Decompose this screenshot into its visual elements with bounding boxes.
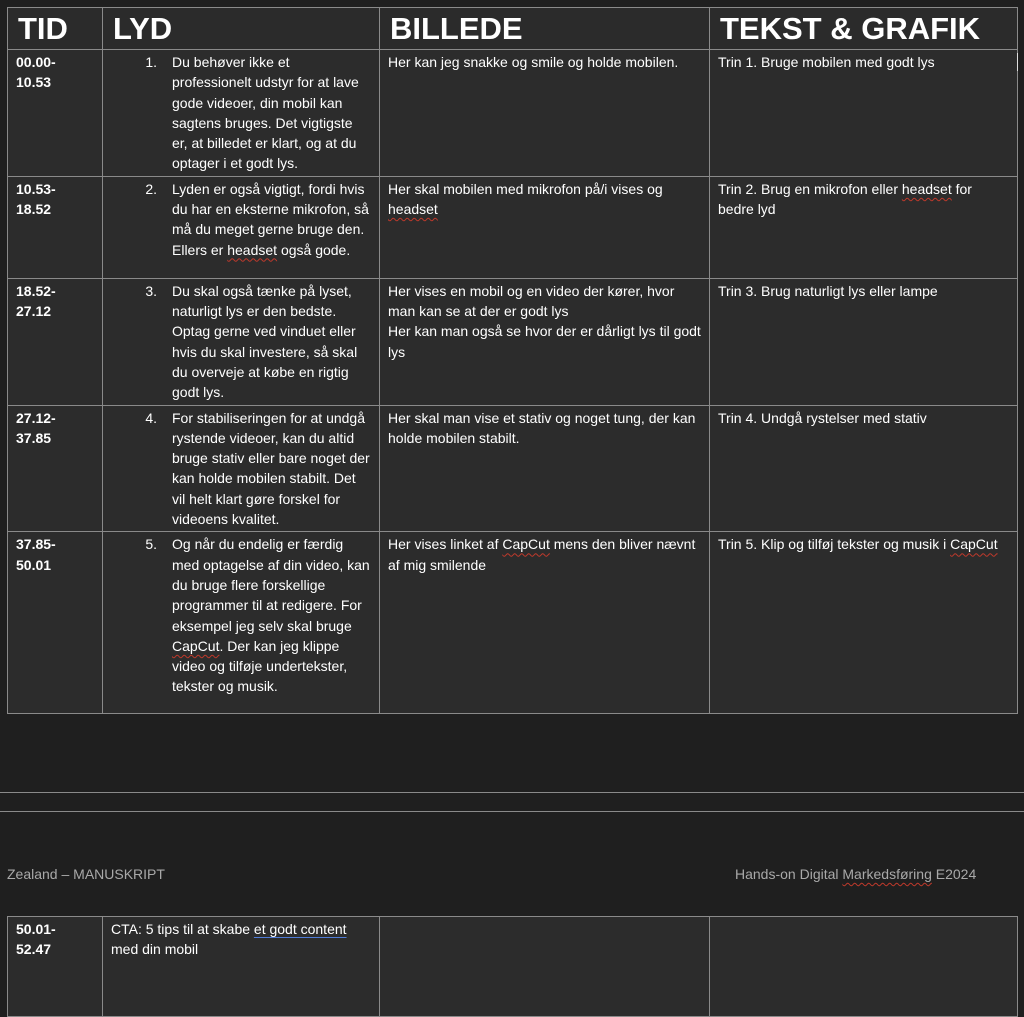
text-run: Du skal også tænke på lyset, naturligt lys er den bedste. Optag gerne ved vinduet eller hvis du skal investere, så skal du overveje at købe en rigtig godt lys. — [172, 282, 358, 401]
spell-flagged-word: et godt content — [253, 921, 347, 937]
cell-lyd — [103, 532, 380, 714]
text-run: med din mobil — [111, 941, 199, 958]
cell-tekst-grafik — [710, 278, 1018, 405]
item-text — [172, 534, 371, 696]
footer-right-term: E2024 — [931, 866, 977, 882]
footer-left: Zealand – MANUSKRIPT — [7, 866, 165, 882]
text-run: Her skal mobilen med mikrofon på/i vises og — [388, 180, 663, 197]
page-break-line-bottom — [0, 811, 1024, 812]
item-text — [172, 281, 371, 403]
table-row — [8, 278, 1018, 405]
text-run: Trin 5. Klip og tilføj tekster og musik i — [718, 536, 951, 553]
numbered-item — [111, 179, 371, 260]
script-table — [7, 7, 1018, 714]
table-row — [8, 176, 1018, 278]
cell-lyd — [103, 405, 380, 532]
item-number: 1. — [145, 54, 157, 70]
cell-lyd — [103, 50, 380, 177]
text-run: Her kan jeg snakke og smile og holde mobilen. — [388, 54, 679, 70]
header-billede: BILLEDE — [380, 8, 710, 50]
cta-row — [8, 917, 1018, 1017]
item-text — [172, 179, 371, 260]
text-run: også gode. — [277, 241, 351, 258]
item-number: 5. — [145, 536, 157, 553]
text-cursor — [1017, 53, 1018, 71]
cell-tekst-grafik — [710, 532, 1018, 714]
spell-flagged-word: headset — [901, 180, 952, 197]
cta-lyd — [103, 917, 380, 1017]
cell-lyd — [103, 278, 380, 405]
text-run: Her kan man også se hvor der er dårligt lys til godt lys — [388, 323, 701, 360]
spell-flagged-word: headset — [388, 201, 438, 218]
spell-flagged-word: CapCut — [502, 536, 550, 553]
text-run: Her skal man vise et stativ og noget tung, der kan holde mobilen stabilt. — [388, 409, 696, 446]
item-number: 2. — [145, 180, 157, 197]
text-run: For stabiliseringen for at undgå rystende videoer, kan du altid bruge stativ eller bare noget der kan holde mobilen stabilt. Det vil helt klart gøre forskel for videoens kvalitet. — [172, 409, 370, 528]
cell-tid: 18.52- 27.12 — [8, 278, 103, 405]
cta-table — [7, 916, 1018, 1017]
numbered-item — [111, 52, 371, 174]
cell-billede — [380, 405, 710, 532]
cell-tid: 27.12- 37.85 — [8, 405, 103, 532]
header-tekst-grafik: TEKST & GRAFIK — [710, 8, 1018, 50]
text-run: Her vises en mobil og en video der kører, hvor man kan se at der er godt lys — [388, 282, 675, 320]
text-run: Trin 4. Undgå rystelser med stativ — [718, 409, 927, 426]
page-break-line-top — [0, 792, 1024, 793]
cta-tid: 50.01- 52.47 — [8, 917, 103, 1017]
spell-flagged-word: headset — [227, 241, 278, 258]
item-text — [172, 52, 371, 174]
text-run: for bedre lyd — [718, 180, 972, 218]
footer-right-flagged-word: Markedsføring — [842, 866, 932, 882]
text-run: Du behøver ikke et professionelt udstyr for at lave gode videoer, din mobil kan sagtens bruges. Det vigtigste er, at billedet er klart, og at du optager i et godt lys. — [172, 54, 359, 172]
cell-tid: 10.53- 18.52 — [8, 176, 103, 278]
text-run: Og når du endelig er færdig med optagelse af din video, kan du bruge flere forskellige programmer til at redigere. For eksempel jeg selv skal bruge — [172, 536, 370, 634]
numbered-item — [111, 281, 371, 403]
table-row — [8, 50, 1018, 177]
cta-tekst — [710, 917, 1018, 1017]
text-run: . Der kan jeg klippe video og tilføje undertekster, tekster og musik. — [172, 637, 348, 695]
spell-flagged-word: CapCut — [172, 637, 220, 654]
cta-billede — [380, 917, 710, 1017]
item-number: 3. — [145, 282, 157, 299]
spell-flagged-word: CapCut — [950, 536, 998, 553]
text-run: Trin 2. Brug en mikrofon eller — [718, 180, 902, 197]
numbered-item — [111, 534, 371, 696]
header-lyd: LYD — [103, 8, 380, 50]
cell-tid: 00.00- 10.53 — [8, 50, 103, 177]
text-run: Her vises linket af — [388, 536, 503, 553]
table-row — [8, 405, 1018, 532]
item-text — [172, 408, 371, 530]
text-run: Trin 3. Brug naturligt lys eller lampe — [718, 282, 938, 299]
header-row — [8, 8, 1018, 50]
item-number: 4. — [145, 409, 157, 426]
cell-tekst-grafik — [710, 176, 1018, 278]
text-run: Trin 1. Bruge mobilen med godt lys — [718, 54, 935, 70]
text-run: Lyden er også vigtigt, fordi hvis du har en eksterne mikrofon, så må du meget gerne bruge den. Ellers er — [172, 180, 369, 258]
cell-tekst-grafik — [710, 405, 1018, 532]
cell-lyd — [103, 176, 380, 278]
cell-billede — [380, 532, 710, 714]
table-row — [8, 532, 1018, 714]
text-run: CTA: 5 tips til at skabe — [111, 921, 254, 937]
cell-billede — [380, 176, 710, 278]
cell-tid: 37.85- 50.01 — [8, 532, 103, 714]
footer-right — [735, 866, 976, 882]
cell-tekst-grafik — [710, 50, 1018, 177]
text-run: mens den bliver nævnt af mig smilende — [388, 536, 696, 573]
header-tid: TID — [8, 8, 103, 50]
cell-billede — [380, 278, 710, 405]
footer-right-course: Hands-on Digital — [735, 866, 843, 882]
cell-billede — [380, 50, 710, 177]
numbered-item — [111, 408, 371, 530]
